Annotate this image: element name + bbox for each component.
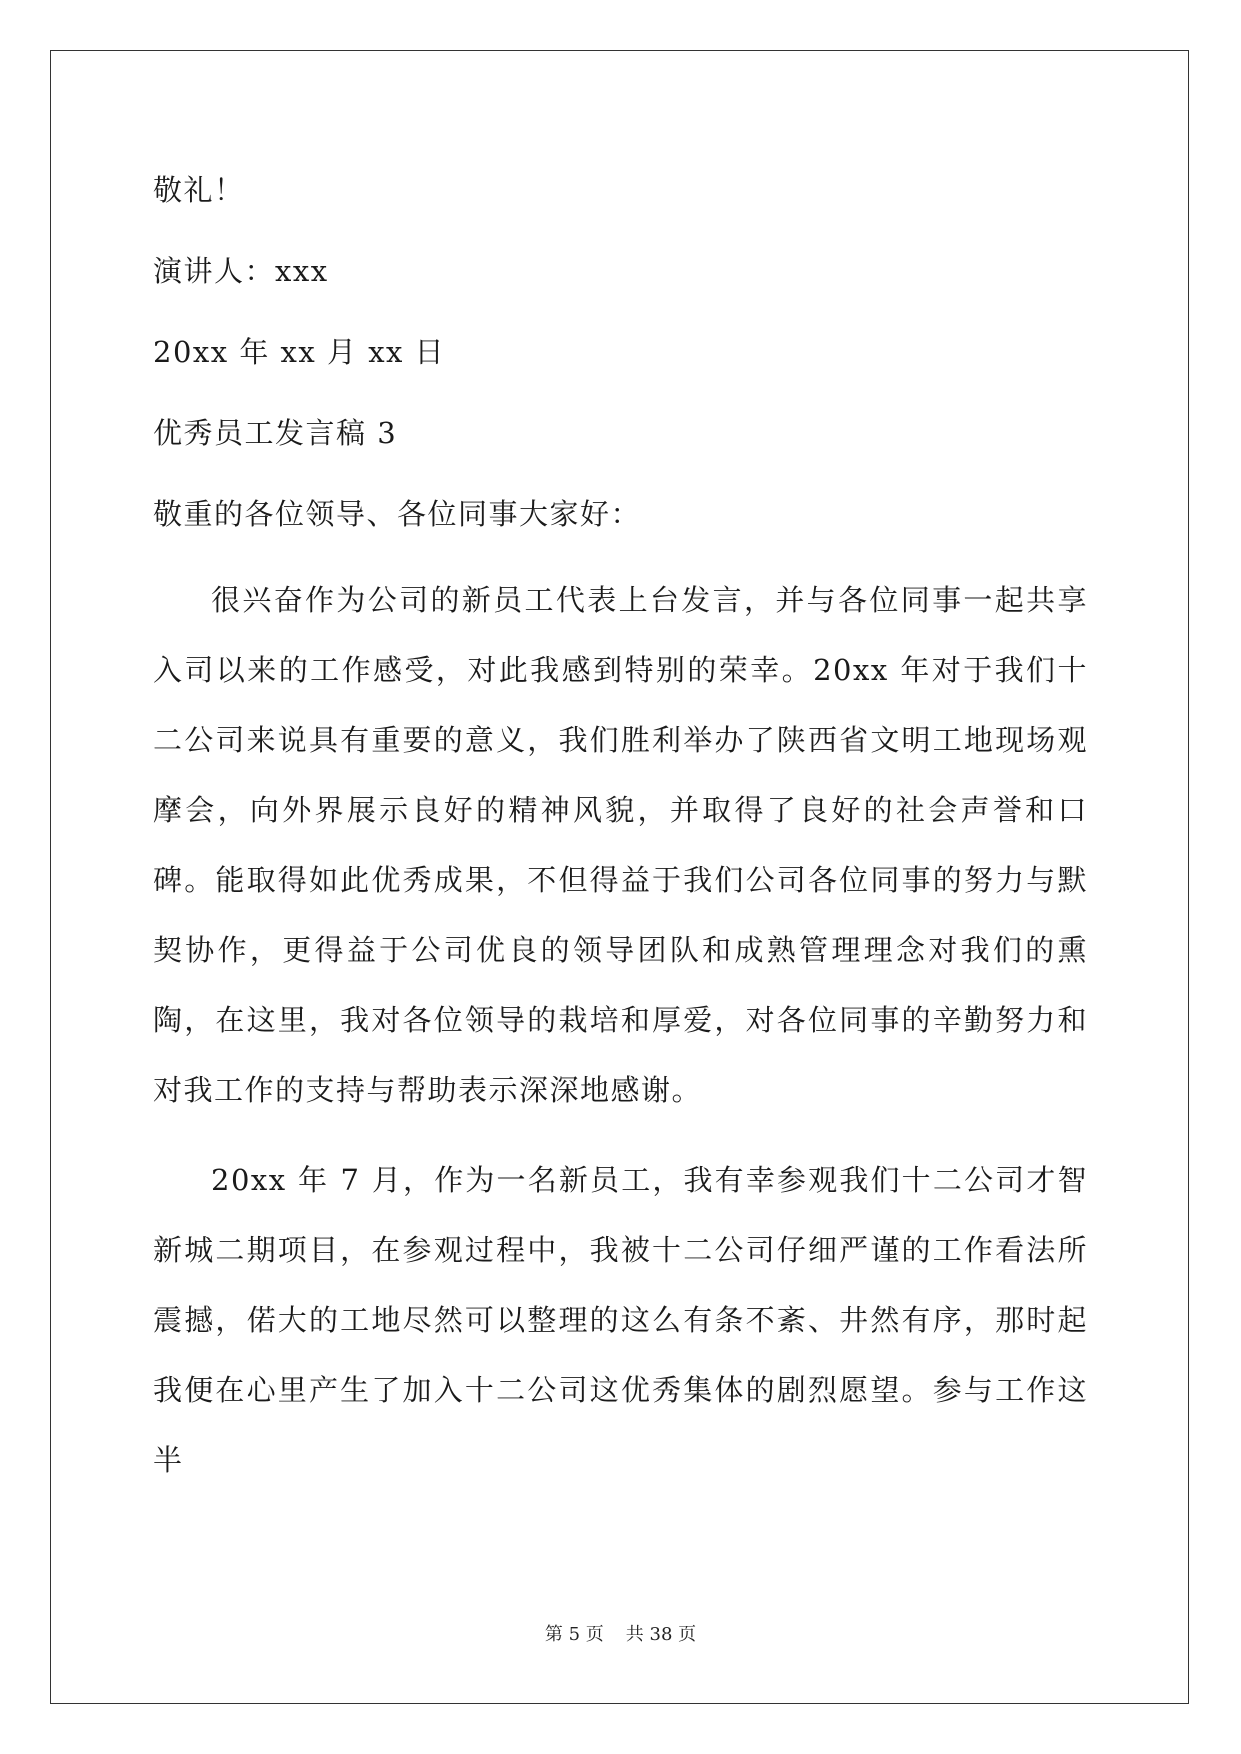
document-body bbox=[153, 160, 1088, 1515]
page-total: 共 38 页 bbox=[625, 1624, 697, 1645]
section-title: 优秀员工发言稿 3 bbox=[153, 416, 398, 450]
date-line: 20xx 年 xx 月 xx 日 bbox=[153, 335, 446, 369]
greeting-line: 敬重的各位领导、各位同事大家好： bbox=[153, 497, 642, 531]
body-paragraph: 20xx 年 7 月，作为一名新员工，我有幸参观我们十二公司才智新城二期项目，在参观过程中，我被十二公司仔细严谨的工作看法所震撼，偌大的工地尽然可以整理的这么有条不紊、井然有序，那时起我便在心里产生了加入十二公司这优秀集体的剧烈愿望。参与工作这半 bbox=[153, 1163, 1088, 1477]
page-footer bbox=[0, 1620, 1241, 1646]
speaker-line: 演讲人：xxx bbox=[153, 254, 329, 288]
closing-salutation: 敬礼！ bbox=[153, 173, 245, 207]
page-number: 第 5 页 bbox=[544, 1624, 604, 1645]
body-paragraph: 很兴奋作为公司的新员工代表上台发言，并与各位同事一起共享入司以来的工作感受，对此我感到特别的荣幸。20xx 年对于我们十二公司来说具有重要的意义，我们胜利举办了陕西省文明工地现场观摩会，向外界展示良好的精神风貌，并取得了良好的社会声誉和口碑。能取得如此优秀成果，不但得益于我们公司各位同事的努力与默契协作，更得益于公司优良的领导团队和成熟管理理念对我们的熏陶，在这里，我对各位领导的栽培和厚爱，对各位同事的辛勤努力和对我工作的支持与帮助表示深深地感谢。 bbox=[153, 583, 1088, 1107]
